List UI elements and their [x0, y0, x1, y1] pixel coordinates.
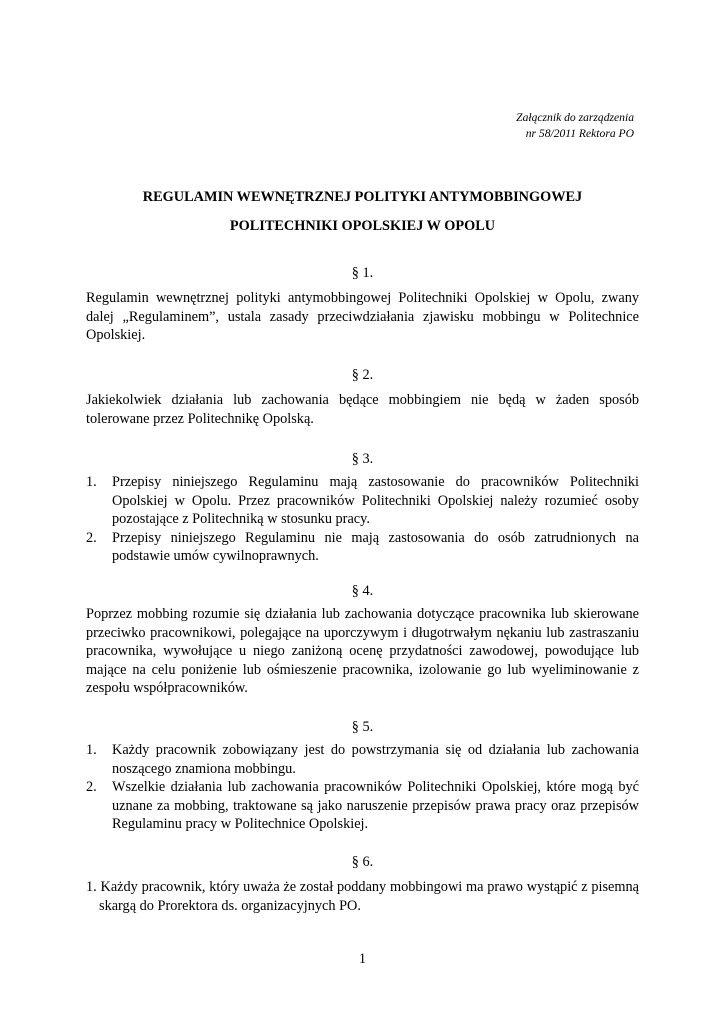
list-item-number: 1. — [86, 879, 97, 895]
page-number: 1 — [358, 951, 367, 967]
list-item — [86, 529, 639, 566]
section-6-list — [86, 878, 639, 915]
attachment-line-1: Załącznik do zarządzenia — [516, 111, 634, 124]
section-1-text: Regulamin wewnętrznej polityki antymobbingowej Politechniki Opolskiej w Opolu, zwany dalej „Regulaminem”, ustala zasady przeciwdziałania zjawisku mobbingu w Politechnice Opolskiej. — [86, 290, 639, 343]
list-item-text: Każdy pracownik zobowiązany jest do powstrzymania się od działania lub zachowania noszącego znamiona mobbingu. — [112, 742, 639, 777]
section-1-heading: § 1. — [351, 265, 374, 281]
list-item-number: 1. — [86, 742, 97, 758]
list-item-number: 2. — [86, 529, 97, 546]
attachment-line-2: nr 58/2011 Rektora PO — [525, 127, 634, 140]
list-item — [86, 741, 639, 778]
list-item — [86, 778, 639, 834]
section-2-text: Jakiekolwiek działania lub zachowania będące mobbingiem nie będą w żaden sposób tolerowane przez Politechnikę Opolską. — [86, 392, 639, 427]
list-item-number: 1. — [86, 474, 97, 490]
section-3-heading: § 3. — [351, 451, 374, 467]
list-item-text: Każdy pracownik, który uważa że został poddany mobbingowi ma prawo wystąpić z pisemną skargą do Prorektora ds. organizacyjnych PO. — [99, 879, 640, 914]
list-item — [86, 878, 639, 915]
section-2-heading: § 2. — [351, 367, 374, 383]
list-item-text: Przepisy niniejszego Regulaminu mają zastosowanie do pracowników Politechniki Opolskiej w Opolu. Przez pracowników Politechniki Opolskiej należy rozumieć osoby pozostające z Politechniką w stosunku pracy. — [112, 474, 639, 527]
section-4-heading: § 4. — [351, 583, 374, 599]
attachment-note — [516, 110, 634, 142]
document-title-line-1: REGULAMIN WEWNĘTRZNEJ POLITYKI ANTYMOBBINGOWEJ — [142, 189, 583, 205]
section-3-list — [86, 473, 639, 566]
section-5-heading: § 5. — [351, 719, 374, 735]
list-item-number: 2. — [86, 779, 97, 795]
section-4-text: Poprzez mobbing rozumie się działania lub zachowania dotyczące pracownika lub skierowane przeciwko pracownikowi, polegające na uporczywym i długotrwałym nękaniu lub zastraszaniu pracownika, wywołujące u niego zaniżoną ocenę przydatności zawodowej, powodujące lub mające na celu poniżenie lub ośmieszenie pracownika, izolowanie go lub wyeliminowanie z zespołu współpracowników. — [86, 606, 639, 696]
list-item-text: Przepisy niniejszego Regulaminu nie mają zastosowania do osób zatrudnionych na podstawie umów cywilnoprawnych. — [112, 529, 639, 564]
list-item-text: Wszelkie działania lub zachowania pracowników Politechniki Opolskiej, które mogą być uznane za mobbing, traktowane są jako naruszenie przepisów prawa pracy oraz przepisów Regulaminu pracy w Politechnice Opolskiej. — [112, 779, 639, 832]
list-item — [86, 473, 639, 529]
document-title-line-2: POLITECHNIKI OPOLSKIEJ W OPOLU — [229, 218, 496, 234]
section-6-heading: § 6. — [351, 854, 374, 870]
section-5-list — [86, 741, 639, 834]
